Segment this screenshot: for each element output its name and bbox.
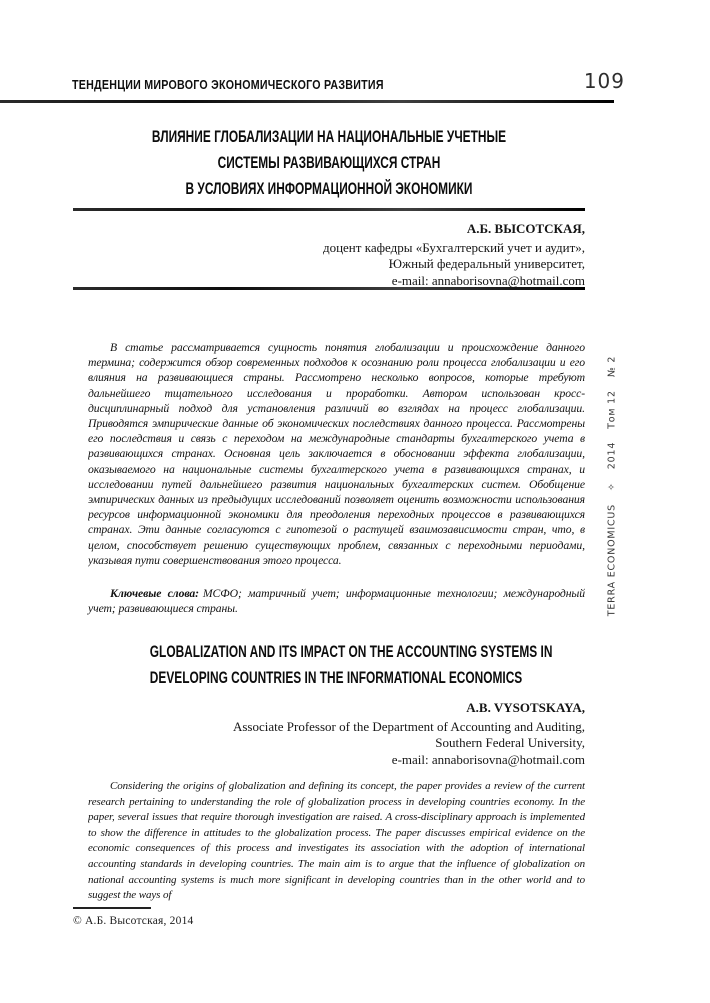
keywords-ru [88,586,585,616]
author-email-en: e-mail: annaborisovna@hotmail.com [391,751,585,767]
author-block-en [73,700,585,768]
title-line: СИСТЕМЫ РАЗВИВАЮЩИХСЯ СТРАН [217,153,441,172]
article-title-en [73,639,585,691]
copyright-note: © А.Б. Высотская, 2014 [73,915,194,927]
abstract-ru-text: В статье рассматривается сущность понятия глобализации и происхождение данного термина; содержится обзор современных подходов к осознанию роли процесса глобализации и его влияния на развивающиеся страны. Рассмотрено несколько вопросов, которые требуют дальнейшего тщательного исследования и проработки. Автором использован кросс-дисциплинарный подход для установления различий во взглядах на процесс глобализации. Приводятся эмпирические данные об экономических последствиях данного процесса. Рассмотрены его последствия и связь с переходом на международные стандарты бухгалтерского учета в развивающихся странах. Основная цель заключается в обосновании эффекта глобализации, оказываемого на национальные системы бухгалтерского учета в развивающихся странах, и исследовании путей дальнейшего развития национальных бухгалтерских систем. Обобщение эмпирических данных из предыдущих исследований позволяет оценить возможности использования ресурсов информационной экономики для преодоления переходных процессов в развивающихся странах. Эти данные согласуются с гипотезой о растущей взаимозависимости стран, что, в целом, способствует решению существующих проблем, связанных с переходными периодами, указывая пути совершенствования этого процесса. [88,341,585,567]
abstract-ru [88,340,585,568]
author-name-ru: А.Б. ВЫСОТСКАЯ, [466,221,585,236]
author-email-ru: e-mail: annaborisovna@hotmail.com [391,272,585,288]
title-line: В УСЛОВИЯХ ИНФОРМАЦИОННОЙ ЭКОНОМИКИ [185,179,473,198]
article-title-ru [73,124,585,202]
journal-name: TERRA ECONOMICUS [606,503,618,617]
title-line: ВЛИЯНИЕ ГЛОБАЛИЗАЦИИ НА НАЦИОНАЛЬНЫЕ УЧЕТНЫЕ [151,127,507,146]
keywords-text: МСФО; матричный учет; информационные технологии; международный учет; развивающиеся страны. [88,587,585,616]
journal-sidebar [607,356,618,616]
author-divider-rule [73,287,585,290]
title-divider-rule [73,208,585,211]
author-affiliation-ru: Южный федеральный университет, [388,256,585,271]
author-affiliation-en: Southern Federal University, [435,735,585,750]
journal-volume: Том 12 [606,390,618,429]
author-position-en: Associate Professor of the Department of Accounting and Auditing, [232,718,585,734]
author-position-ru: доцент кафедры «Бухгалтерский учет и аудит», [322,239,585,255]
header-rule [0,100,614,103]
keywords-label: Ключевые слова: [110,587,199,600]
title-line: DEVELOPING COUNTRIES IN THE INFORMATIONAL ECONOMICS [149,668,523,687]
abstract-en [88,779,585,904]
page-number: 109 [583,69,625,93]
footnote-rule [73,907,151,909]
author-block-ru [73,221,585,289]
journal-year: 2014 [606,441,618,470]
author-name-en: A.B. VYSOTSKAYA, [466,700,585,715]
title-line: GLOBALIZATION AND ITS IMPACT ON THE ACCOUNTING SYSTEMS IN [149,642,553,661]
running-header-section: ТЕНДЕНЦИИ МИРОВОГО ЭКОНОМИЧЕСКОГО РАЗВИТИЯ [72,77,384,92]
abstract-en-text: Considering the origins of globalization and defining its concept, the paper provides a review of the current research pertaining to understanding the role of globalization process in developing countries economy. In the paper, several issues that require thorough investigation are raised. A cross-disciplinary approach is implemented to show the difference in attitudes to the globalization process. The paper discusses empirical evidence on the economic consequences of this process and investigates its association with the adoption of international accounting standards in developing countries. The main aim is to argue that the influence of globalization on national accounting systems is much more significant in developing countries than in the other world and to suggest the ways of [88,780,585,902]
journal-issue: № 2 [606,355,618,378]
diamond-icon: ✧ [606,482,618,491]
